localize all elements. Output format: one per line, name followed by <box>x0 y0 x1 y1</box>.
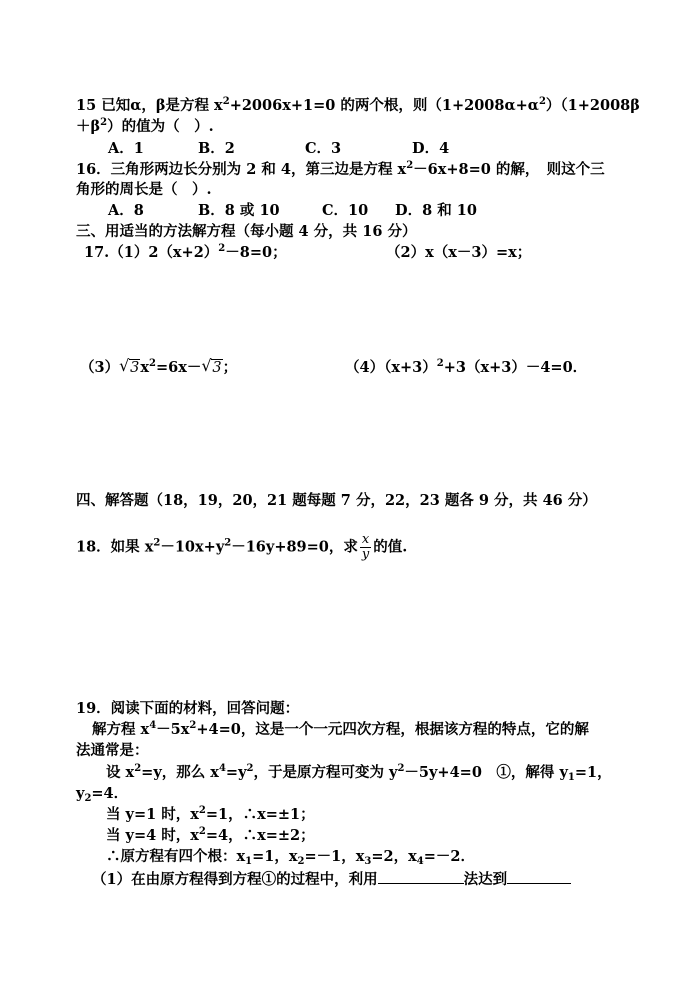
q16-option-d: D．8 和 10 <box>395 202 477 219</box>
q19-line8 <box>106 847 475 867</box>
q19-text: =1， <box>574 764 612 781</box>
superscript: 2 <box>406 160 414 171</box>
subscript: 3 <box>364 856 372 867</box>
q16-text: 16．三角形两边长分别为 2 和 4，第三边是方程 x <box>76 161 407 178</box>
q17-text: －8=0； <box>225 244 287 261</box>
q19-text: =y <box>225 764 247 781</box>
q19-text: －5x <box>156 721 190 738</box>
q19-text: y <box>76 785 85 802</box>
q17-text: =6x－ <box>155 359 202 376</box>
subscript: 1 <box>245 856 253 867</box>
subscript: 4 <box>416 856 424 867</box>
q19-line5 <box>76 784 128 804</box>
q19-text: =y，那么 x <box>141 764 219 781</box>
q19-text: （1）在由原方程得到方程①的过程中，利用 <box>92 871 378 888</box>
q18-part: －10x+y <box>160 538 225 556</box>
answer-blank-2[interactable] <box>507 869 571 884</box>
q19-text: =4． <box>91 785 129 802</box>
q19-text: ∴原方程有四个根：x <box>106 848 246 865</box>
q19-text: 当 y=4 时，x <box>106 827 199 844</box>
sqrt-symbol: √ 3 <box>201 356 222 376</box>
superscript: 4 <box>218 763 226 774</box>
q19-text: =2，x <box>371 848 417 865</box>
fraction-numerator: x <box>361 532 370 547</box>
superscript: 2 <box>148 358 156 369</box>
superscript: 2 <box>436 358 444 369</box>
superscript: 2 <box>224 537 232 549</box>
q19-text: 当 y=1 时，x <box>106 806 199 823</box>
q17-part4 <box>345 358 587 378</box>
subscript: 2 <box>84 793 92 804</box>
superscript: 2 <box>198 805 206 816</box>
q19-text: =1，∴x=±1； <box>205 806 315 823</box>
q19-line1: 19．阅读下面的材料，回答问题： <box>76 700 300 717</box>
q19-line7 <box>106 826 315 846</box>
q17-part1 <box>84 243 287 263</box>
q16-text: －6x+8=0 的解， 则这个三 <box>413 161 605 178</box>
q15-text: 15 已知α，β是方程 x <box>76 97 223 114</box>
q17-text: +3（x+3）－4=0． <box>443 359 588 376</box>
superscript: 2 <box>222 96 230 107</box>
q18-part: 18．如果 x <box>76 538 154 556</box>
superscript: 2 <box>153 537 161 549</box>
q15-text: +2006x+1=0 的两个根，则（1+2008α+α <box>229 97 539 114</box>
q17-text: （4）（x+3） <box>345 359 437 376</box>
q19-text: =－2． <box>423 848 475 865</box>
fraction-denominator: y <box>361 547 370 562</box>
q18-part: －16y+89=0，求 <box>231 538 358 556</box>
subscript: 1 <box>567 772 575 783</box>
q19-text: ，于是原方程可变为 y <box>253 764 398 781</box>
q19-line4 <box>106 763 612 783</box>
q16-option-a: A．8 <box>108 202 144 219</box>
q15-text: ＋β <box>76 118 101 135</box>
subscript: 2 <box>297 856 305 867</box>
q19-text: +4=0，这是一个一元四次方程，根据该方程的特点，它的解 <box>196 721 589 738</box>
superscript: 2 <box>134 763 142 774</box>
q17-part3 <box>80 358 237 378</box>
q15-option-a: A．1 <box>108 140 144 157</box>
q19-line6 <box>106 805 315 825</box>
superscript: 2 <box>538 96 546 107</box>
q16-option-b: B．8 或 10 <box>198 202 280 219</box>
q19-text: 解方程 x <box>92 721 150 738</box>
fraction-x-over-y <box>360 533 371 562</box>
q16-line1 <box>76 160 605 180</box>
q19-text: =－1，x <box>304 848 365 865</box>
q19-text: －5y+4=0 ①，解得 y <box>404 764 568 781</box>
superscript: 2 <box>397 763 405 774</box>
superscript: 2 <box>218 243 226 254</box>
answer-blank-1[interactable] <box>378 869 464 884</box>
q19-line3: 法通常是： <box>76 742 149 759</box>
q17-text: （3） <box>80 359 120 376</box>
q19-text: =4，∴x=±2； <box>205 827 315 844</box>
q19-line2 <box>92 720 589 740</box>
q17-part2: （2）x（x－3）=x； <box>386 244 532 261</box>
sqrt-value: 3 <box>212 360 222 376</box>
q18-text <box>76 533 407 562</box>
superscript: 2 <box>189 720 197 731</box>
q17-text: 17.（1）2（x+2） <box>84 244 219 261</box>
superscript: 2 <box>246 763 254 774</box>
superscript: 4 <box>149 720 157 731</box>
q16-option-c: C．10 <box>322 202 369 219</box>
superscript: 2 <box>198 826 206 837</box>
q17-text: ； <box>222 359 238 376</box>
q15-option-d: D．4 <box>412 140 450 157</box>
q19-line9 <box>92 869 571 890</box>
q18-part: 的值. <box>373 538 408 556</box>
superscript: 2 <box>100 117 108 128</box>
sqrt-symbol: √ 3 <box>119 356 140 376</box>
q15-option-c: C．3 <box>305 140 342 157</box>
section3-title: 三、用适当的方法解方程（每小题 4 分，共 16 分） <box>76 223 417 240</box>
section4-title: 四、解答题（18，19，20，21 题每题 7 分，22，23 题各 9 分，共 46 分） <box>76 492 597 509</box>
q17-text: x <box>140 359 149 376</box>
q15-line1 <box>76 96 640 116</box>
q19-text: 设 x <box>106 764 135 781</box>
q16-line2: 角形的周长是（ ）. <box>76 181 212 198</box>
q19-text: 法达到 <box>463 871 508 888</box>
sqrt-value: 3 <box>130 360 140 376</box>
q15-line2 <box>76 117 214 137</box>
q19-text: =1，x <box>252 848 298 865</box>
q15-option-b: B．2 <box>198 140 235 157</box>
q15-text: ）（1+2008β <box>545 97 640 114</box>
q15-text: ）的值为（ ）. <box>107 118 214 135</box>
